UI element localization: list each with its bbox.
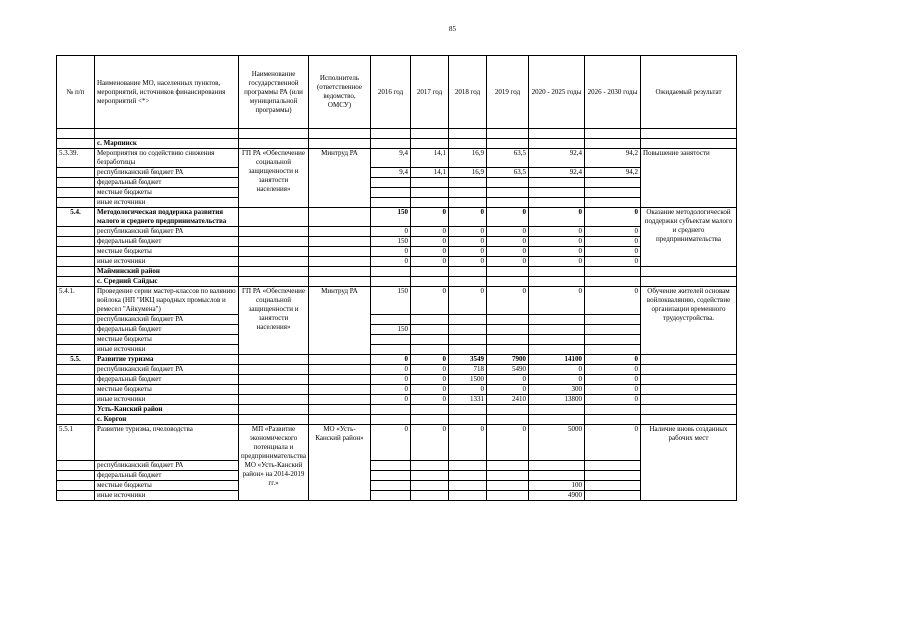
- value-cell: 0: [411, 395, 449, 405]
- value-cell: 0: [585, 237, 641, 247]
- table-row: [57, 461, 737, 471]
- row-name: Проведение серии мастер-классов по валянию войлока (НП "ИКЦ народных промыслов и ремесел "Айкумена"): [95, 287, 239, 315]
- value-cell: 14,1: [411, 149, 449, 168]
- table-row: [57, 149, 737, 168]
- value-cell: 0: [449, 385, 487, 395]
- row-num: 5.5.1: [57, 425, 95, 461]
- value-cell: 0: [529, 375, 585, 385]
- value-cell: 0: [529, 208, 585, 227]
- value-cell: 0: [411, 237, 449, 247]
- row-program: ГП РА «Обеспечение социальной защищенности и занятости населения»: [239, 287, 309, 355]
- source-name: федеральный бюджет: [95, 375, 239, 385]
- value-cell: 63,5: [487, 168, 529, 178]
- value-cell: 100: [529, 481, 585, 491]
- source-name: местные бюджеты: [95, 247, 239, 257]
- header-2018: 2018 год: [449, 56, 487, 129]
- source-name: республиканский бюджет РА: [95, 461, 239, 471]
- header-2026-2030: 2026 - 2030 годы: [585, 56, 641, 129]
- value-cell: 0: [371, 365, 411, 375]
- header-2017: 2017 год: [411, 56, 449, 129]
- value-cell: 9,4: [371, 168, 411, 178]
- source-name: местные бюджеты: [95, 385, 239, 395]
- value-cell: 0: [449, 287, 487, 315]
- source-name: республиканский бюджет РА: [95, 315, 239, 325]
- source-name: республиканский бюджет РА: [95, 365, 239, 375]
- value-cell: 0: [487, 425, 529, 461]
- value-cell: 14100: [529, 355, 585, 365]
- source-name: республиканский бюджет РА: [95, 227, 239, 237]
- header-program: Наименование государственной программы РА (или муниципальной программы): [239, 56, 309, 129]
- page-number: 85: [449, 25, 456, 33]
- value-cell: 0: [411, 257, 449, 267]
- row-program: ГП РА «Обеспечение социальной защищенности и занятости населения»: [239, 149, 309, 208]
- value-cell: 63,5: [487, 149, 529, 168]
- row-result: Оказание методологической поддержки субъектам малого и среднего предпринимательства: [641, 208, 737, 267]
- header-2019: 2019 год: [487, 56, 529, 129]
- value-cell: 14,1: [411, 168, 449, 178]
- value-cell: 0: [449, 425, 487, 461]
- locality-row: [57, 139, 737, 149]
- value-cell: 0: [529, 247, 585, 257]
- value-cell: 7900: [487, 355, 529, 365]
- value-cell: 0: [487, 208, 529, 227]
- value-cell: 0: [585, 247, 641, 257]
- row-result: Повышение занятости: [641, 149, 737, 208]
- table-row: [57, 208, 737, 227]
- source-name: иные источники: [95, 491, 239, 501]
- value-cell: 0: [371, 227, 411, 237]
- value-cell: 150: [371, 287, 411, 315]
- value-cell: 0: [371, 425, 411, 461]
- value-cell: 92,4: [529, 149, 585, 168]
- value-cell: 4900: [529, 491, 585, 501]
- value-cell: 0: [529, 365, 585, 375]
- value-cell: 0: [487, 237, 529, 247]
- value-cell: 0: [487, 287, 529, 315]
- value-cell: 0: [411, 208, 449, 227]
- value-cell: 0: [529, 227, 585, 237]
- value-cell: 1500: [449, 375, 487, 385]
- value-cell: 0: [449, 237, 487, 247]
- row-name: Методологическая поддержка развития малого и среднего предпринимательства: [95, 208, 239, 227]
- value-cell: 0: [585, 365, 641, 375]
- district-name: Усть-Канский район: [95, 405, 239, 415]
- table-row: [57, 355, 737, 365]
- table-row: [57, 425, 737, 461]
- value-cell: 0: [411, 425, 449, 461]
- locality-name: с. Коргон: [95, 415, 239, 425]
- value-cell: 0: [487, 247, 529, 257]
- value-cell: 0: [529, 237, 585, 247]
- table-row: [57, 385, 737, 395]
- value-cell: 0: [411, 365, 449, 375]
- table-row: [57, 198, 737, 208]
- table-row: [57, 247, 737, 257]
- row-executor: МО «Усть-Канский район»: [309, 425, 371, 501]
- locality-row: [57, 415, 737, 425]
- source-name: федеральный бюджет: [95, 178, 239, 188]
- value-cell: 0: [371, 355, 411, 365]
- value-cell: 0: [529, 257, 585, 267]
- row-name: Мероприятия по содействию снижения безработицы: [95, 149, 239, 168]
- financing-table: [56, 55, 737, 501]
- source-name: федеральный бюджет: [95, 471, 239, 481]
- value-cell: 0: [585, 208, 641, 227]
- value-cell: 0: [371, 395, 411, 405]
- spacer-row: [57, 129, 737, 139]
- source-name: местные бюджеты: [95, 481, 239, 491]
- row-num: 5.4.1.: [57, 287, 95, 315]
- value-cell: 150: [371, 325, 411, 335]
- value-cell: 0: [585, 287, 641, 315]
- table-row: [57, 227, 737, 237]
- value-cell: 0: [411, 375, 449, 385]
- value-cell: 92,4: [529, 168, 585, 178]
- source-name: федеральный бюджет: [95, 237, 239, 247]
- district-row: [57, 405, 737, 415]
- row-num: 5.3.39.: [57, 149, 95, 168]
- value-cell: 0: [585, 257, 641, 267]
- value-cell: 0: [449, 247, 487, 257]
- value-cell: 0: [411, 385, 449, 395]
- table-row: [57, 471, 737, 481]
- value-cell: 0: [529, 287, 585, 315]
- row-result: Наличие вновь созданных рабочих мест: [641, 425, 737, 501]
- header-executor: Исполнитель (ответственное ведомство, ОМСУ): [309, 56, 371, 129]
- source-name: иные источники: [95, 198, 239, 208]
- value-cell: 0: [411, 287, 449, 315]
- table-row: [57, 365, 737, 375]
- table-row: [57, 257, 737, 267]
- value-cell: 150: [371, 237, 411, 247]
- row-name: Развитие туризма, пчеловодства: [95, 425, 239, 461]
- value-cell: 0: [487, 257, 529, 267]
- row-executor: Минтруд РА: [309, 287, 371, 355]
- value-cell: 94,2: [585, 149, 641, 168]
- table-row: [57, 287, 737, 315]
- table-row: [57, 491, 737, 501]
- value-cell: 718: [449, 365, 487, 375]
- value-cell: 0: [449, 208, 487, 227]
- row-result: Обучение жителей основам войлоквалянию, содействие организации временного трудоустройства.: [641, 287, 737, 355]
- table-row: [57, 395, 737, 405]
- header-2020-2025: 2020 - 2025 годы: [529, 56, 585, 129]
- source-name: иные источники: [95, 395, 239, 405]
- value-cell: 0: [585, 425, 641, 461]
- value-cell: 16,9: [449, 149, 487, 168]
- row-name: Развитие туризма: [95, 355, 239, 365]
- source-name: республиканский бюджет РА: [95, 168, 239, 178]
- header-result: Ожидаемый результат: [641, 56, 737, 129]
- value-cell: 0: [585, 355, 641, 365]
- value-cell: 0: [371, 375, 411, 385]
- district-name: Майминский район: [95, 267, 239, 277]
- value-cell: 5490: [487, 365, 529, 375]
- value-cell: 0: [371, 385, 411, 395]
- table-row: [57, 178, 737, 188]
- value-cell: 5000: [529, 425, 585, 461]
- value-cell: 0: [411, 355, 449, 365]
- header-num: № п/п: [57, 56, 95, 129]
- value-cell: 0: [411, 247, 449, 257]
- value-cell: 0: [487, 375, 529, 385]
- locality-name: с. Средний Сайдыс: [95, 277, 239, 287]
- source-name: местные бюджеты: [95, 335, 239, 345]
- value-cell: 3549: [449, 355, 487, 365]
- locality-row: [57, 277, 737, 287]
- value-cell: 2410: [487, 395, 529, 405]
- source-name: местные бюджеты: [95, 188, 239, 198]
- value-cell: 0: [371, 247, 411, 257]
- district-row: [57, 267, 737, 277]
- value-cell: 300: [529, 385, 585, 395]
- value-cell: 0: [487, 227, 529, 237]
- value-cell: 9,4: [371, 149, 411, 168]
- value-cell: 13800: [529, 395, 585, 405]
- value-cell: 0: [449, 257, 487, 267]
- value-cell: 150: [371, 208, 411, 227]
- row-program: МП «Развитие экономического потенциала и предпринимательства МО «Усть-Канский район» на 2014-2019 гг.»: [239, 425, 309, 501]
- table-row: [57, 375, 737, 385]
- table-row: [57, 237, 737, 247]
- source-name: иные источники: [95, 257, 239, 267]
- value-cell: 0: [411, 227, 449, 237]
- table-row: [57, 315, 737, 325]
- table-row: [57, 481, 737, 491]
- value-cell: 0: [585, 395, 641, 405]
- table-row: [57, 188, 737, 198]
- value-cell: 1331: [449, 395, 487, 405]
- value-cell: 0: [585, 385, 641, 395]
- value-cell: 0: [371, 257, 411, 267]
- header-2016: 2016 год: [371, 56, 411, 129]
- value-cell: 0: [487, 385, 529, 395]
- table-row: [57, 335, 737, 345]
- row-num: 5.4.: [57, 208, 95, 227]
- row-num: 5.5.: [57, 355, 95, 365]
- locality-name: с. Марпинск: [95, 139, 239, 149]
- value-cell: 94,2: [585, 168, 641, 178]
- row-executor: Минтруд РА: [309, 149, 371, 208]
- table-row: [57, 325, 737, 335]
- header-name: Наименование МО, населенных пунктов, мероприятий, источников финансирования мероприятий <*>: [95, 56, 239, 129]
- source-name: иные источники: [95, 345, 239, 355]
- source-name: федеральный бюджет: [95, 325, 239, 335]
- value-cell: 0: [449, 227, 487, 237]
- value-cell: 0: [585, 375, 641, 385]
- value-cell: 16,9: [449, 168, 487, 178]
- value-cell: 0: [585, 227, 641, 237]
- table-row: [57, 168, 737, 178]
- table-row: [57, 345, 737, 355]
- table-header: [57, 56, 737, 129]
